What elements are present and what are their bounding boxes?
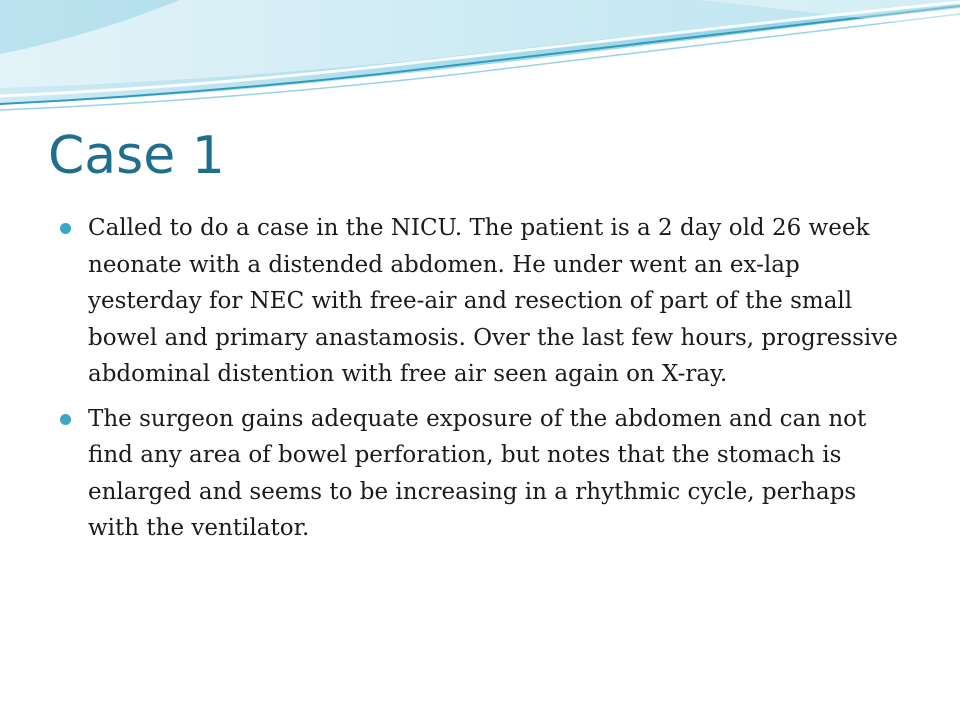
bullet-text: The surgeon gains adequate exposure of the abdomen and can not find any area of bowel perforation, but notes that the stomach is enlarged and seems to be increasing in a rhythmic cycle, perhaps with the ventilator. bbox=[88, 405, 867, 541]
bullet-list bbox=[60, 210, 910, 555]
bullet-item bbox=[60, 401, 910, 547]
slide-title: Case 1 bbox=[48, 126, 225, 186]
bullet-dot-icon bbox=[60, 414, 71, 425]
bullet-text: Called to do a case in the NICU. The patient is a 2 day old 26 week neonate with a distended abdomen. He under went an ex-lap yesterday for NEC with free-air and resection of part of the small bowel and primary anastamosis. Over the last few hours, progressive abdominal distention with free air seen again on X-ray. bbox=[88, 215, 898, 387]
bullet-dot-icon bbox=[60, 223, 71, 234]
header-wave-decoration bbox=[0, 0, 960, 120]
bullet-item bbox=[60, 210, 910, 393]
